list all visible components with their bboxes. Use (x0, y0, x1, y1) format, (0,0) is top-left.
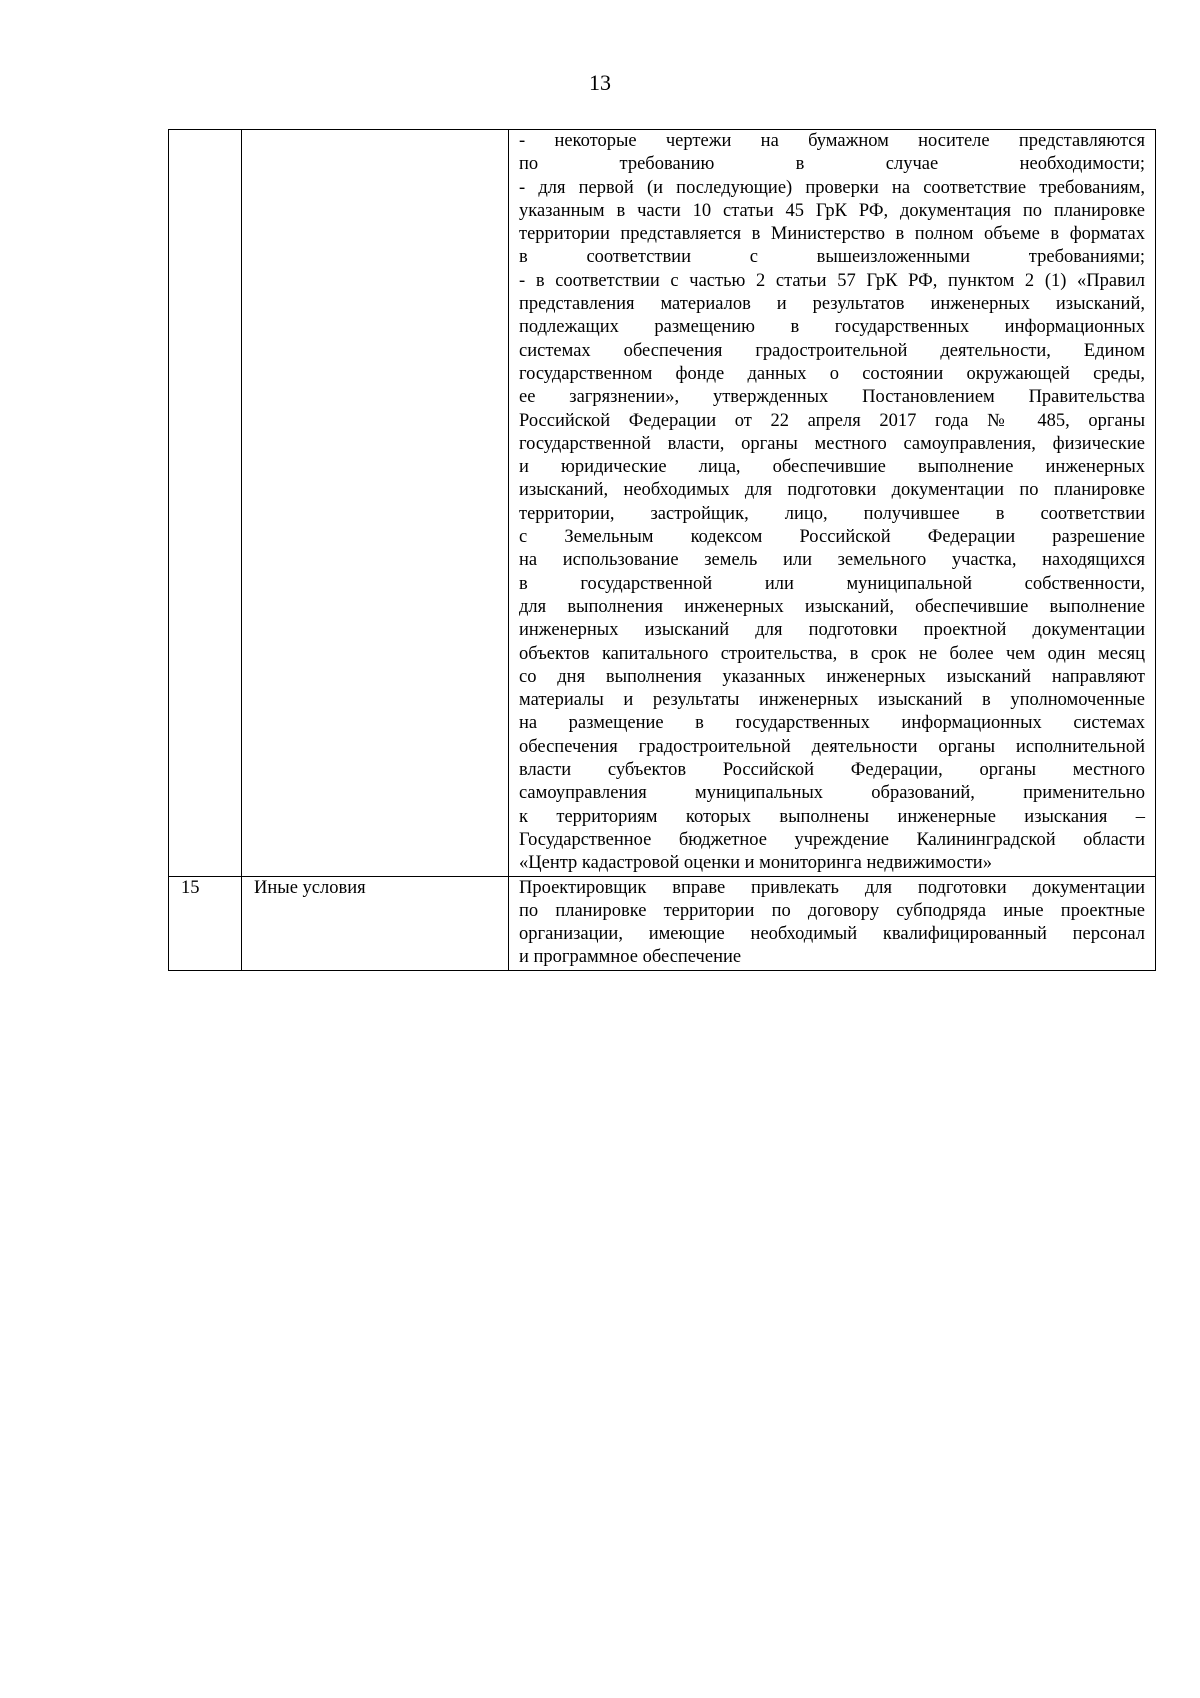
text-line: со дня выполнения указанных инженерных изысканий направляют (519, 666, 1145, 687)
text-line: к территориям которых выполнены инженерные изыскания – (519, 806, 1145, 827)
row-text (509, 876, 1156, 970)
text-line: государственном фонде данных о состоянии окружающей среды, (519, 363, 1145, 384)
text-line: системах обеспечения градостроительной деятельности, Едином (519, 340, 1145, 361)
table-body (169, 130, 1156, 971)
text-line: с Земельным кодексом Российской Федерации разрешение (519, 527, 1145, 548)
text-line: изысканий, необходимых для подготовки документации по планировке (519, 480, 1145, 501)
text-line: материалы и результаты инженерных изысканий в уполномоченные (519, 690, 1145, 711)
text-line: Государственное бюджетное учреждение Калининградской области (519, 829, 1145, 850)
text-line: по планировке территории по договору субподряда иные проектные (519, 900, 1145, 921)
text-line: в соответствии с вышеизложенными требованиями; (519, 247, 1145, 268)
table-row (169, 130, 1156, 877)
text-line: на использование земель или земельного участка, находящихся (519, 550, 1145, 571)
text-line: на размещение в государственных информационных системах (519, 713, 1145, 734)
text-line: - некоторые чертежи на бумажном носителе представляются (519, 131, 1145, 151)
text-line: организации, имеющие необходимый квалифицированный персонал (519, 924, 1145, 945)
text-line: территории, застройщик, лицо, получившее в соответствии (519, 503, 1145, 524)
row-label: Иные условия (242, 876, 509, 970)
text-line: по требованию в случае необходимости; (519, 154, 1145, 175)
text-line: территории представляется в Министерство в полном объеме в форматах (519, 224, 1145, 245)
text-line: - в соответствии с частью 2 статьи 57 ГрК РФ, пунктом 2 (1) «Правил (519, 270, 1145, 291)
text-line: власти субъектов Российской Федерации, органы местного (519, 760, 1145, 781)
text-line: указанным в части 10 статьи 45 ГрК РФ, документация по планировке (519, 200, 1145, 221)
requirements-table (168, 129, 1156, 971)
page-number: 13 (589, 70, 611, 95)
row-number: 15 (169, 876, 242, 970)
row-text (509, 130, 1156, 877)
table-row (169, 876, 1156, 970)
text-line: для выполнения инженерных изысканий, обеспечившие выполнение (519, 596, 1145, 617)
text-line: в государственной или муниципальной собственности, (519, 573, 1145, 594)
row-number (169, 130, 242, 877)
text-line: объектов капитального строительства, в срок не более чем один месяц (519, 643, 1145, 664)
text-line: «Центр кадастровой оценки и мониторинга недвижимости» (519, 853, 992, 874)
text-line: и юридические лица, обеспечившие выполнение инженерных (519, 457, 1145, 478)
text-line: самоуправления муниципальных образований, применительно (519, 783, 1145, 804)
text-line: ее загрязнении», утвержденных Постановлением Правительства (519, 387, 1145, 408)
text-line: Российской Федерации от 22 апреля 2017 года № 485, органы (519, 410, 1145, 431)
text-line: обеспечения градостроительной деятельности органы исполнительной (519, 736, 1145, 757)
text-line: государственной власти, органы местного самоуправления, физические (519, 433, 1145, 454)
row-label (242, 130, 509, 877)
text-line: - для первой (и последующие) проверки на соответствие требованиям, (519, 177, 1145, 198)
text-line: подлежащих размещению в государственных информационных (519, 317, 1145, 338)
text-line: представления материалов и результатов инженерных изысканий, (519, 294, 1145, 315)
text-line: инженерных изысканий для подготовки проектной документации (519, 620, 1145, 641)
text-line: Проектировщик вправе привлекать для подготовки документации (519, 877, 1145, 898)
text-line: и программное обеспечение (519, 947, 742, 968)
